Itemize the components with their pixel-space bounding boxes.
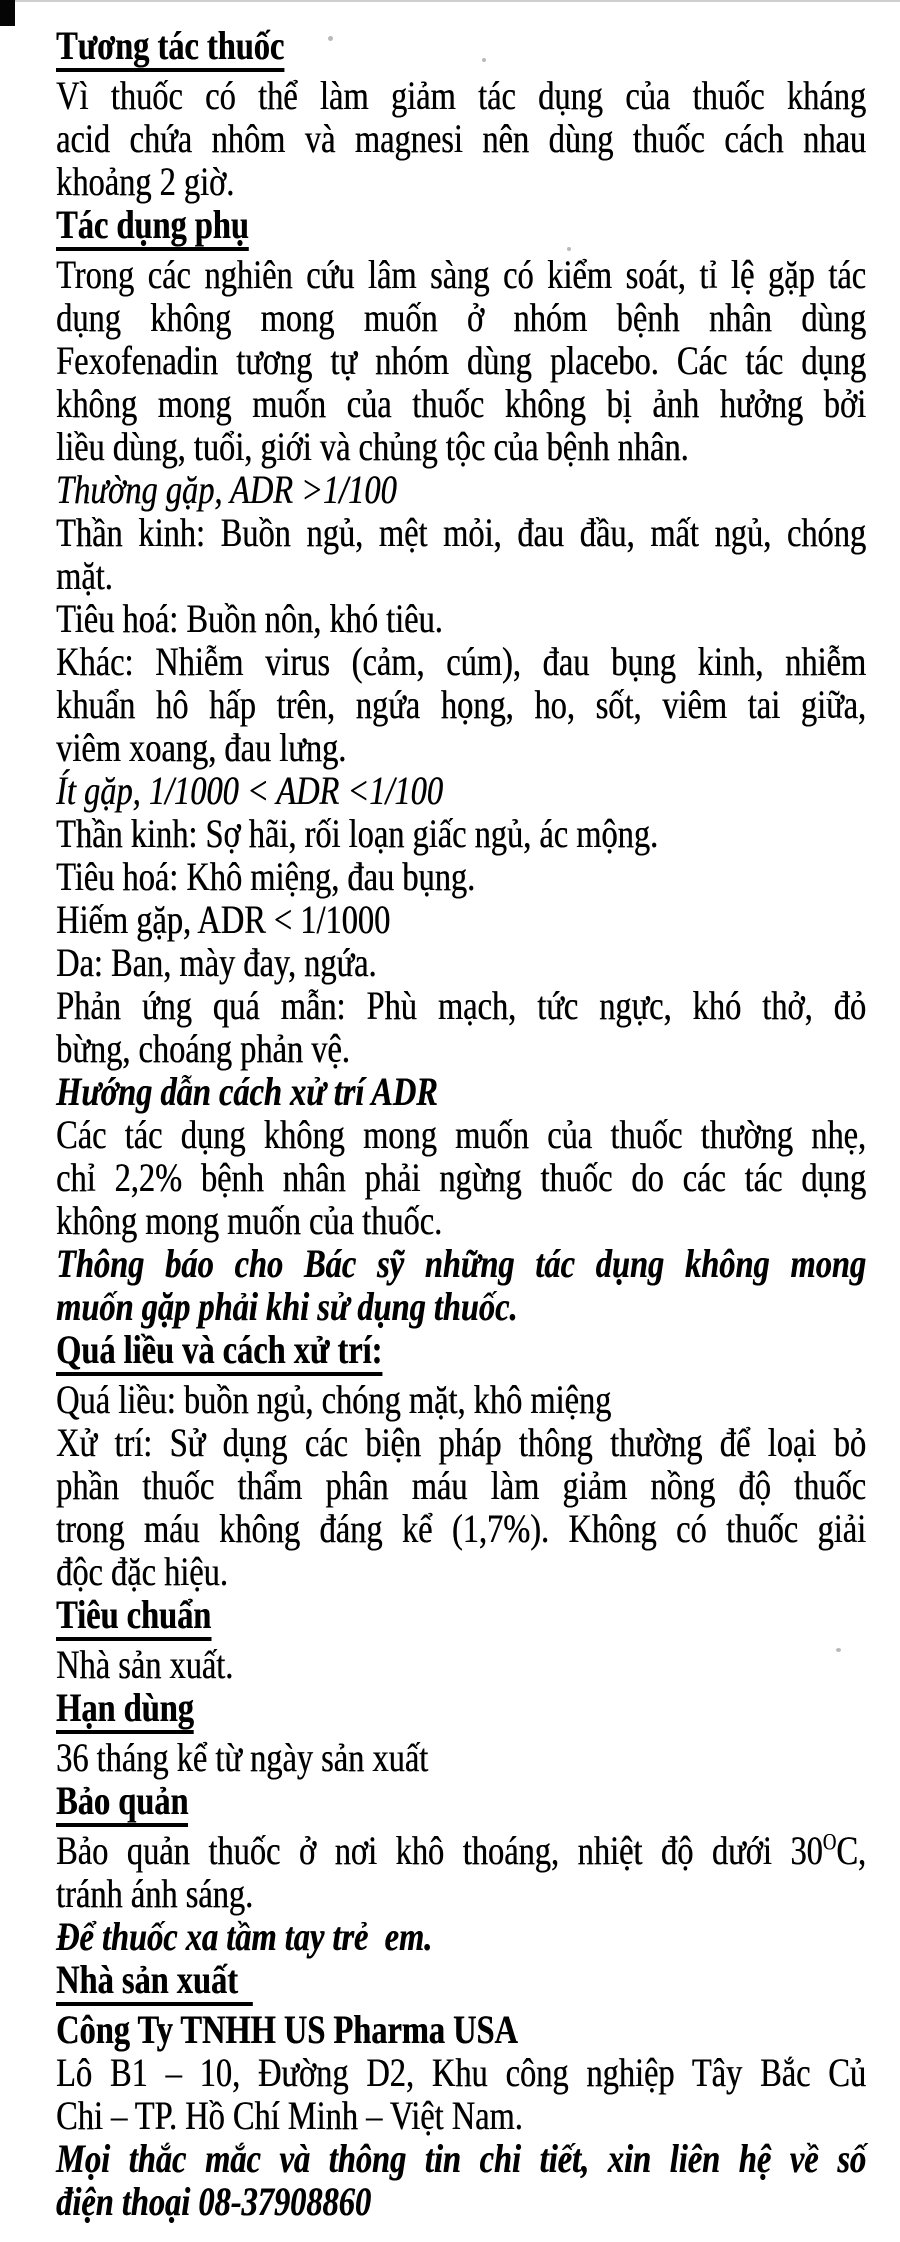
- paragraph-storage: [56, 1829, 866, 1915]
- text-line: điện thoại 08-37908860: [56, 2179, 372, 2224]
- paragraph-rare-hypersensitivity: [56, 984, 866, 1070]
- text-line: khuẩn hô hấp trên, ngứa họng, ho, sốt, viêm tai giữa,: [56, 682, 866, 727]
- heading-storage: [56, 1779, 866, 1827]
- heading-drug-interactions: [56, 24, 866, 72]
- text-line: Xử trí: Sử dụng các biện pháp thông thường để loại bỏ: [56, 1420, 866, 1465]
- heading-shelf-life: [56, 1686, 866, 1734]
- paragraph-adr-management: [56, 1113, 866, 1242]
- text-line: Chi – TP. Hồ Chí Minh – Việt Nam.: [56, 2093, 523, 2138]
- scan-artifact-corner: [0, 0, 15, 26]
- heading-manufacturer-label: Nhà sản xuất: [56, 1958, 252, 2006]
- text-line: trong máu không đáng kể (1,7%). Không có thuốc giải: [56, 1506, 866, 1551]
- text-line: [56, 1829, 866, 1872]
- text-line: Khác: Nhiễm virus (cảm, cúm), đau bụng kinh, nhiễm: [56, 639, 866, 684]
- label-adr-common: Thường gặp, ADR >1/100: [56, 467, 397, 512]
- text-line: tránh ánh sáng.: [56, 1871, 254, 1916]
- text-line: dụng không mong muốn ở nhóm bệnh nhân dùng: [56, 295, 866, 340]
- heading-shelf-life-label: Hạn dùng: [56, 1686, 194, 1734]
- paragraph-shelf-life: 36 tháng kể từ ngày sản xuất: [56, 1735, 429, 1780]
- label-adr-uncommon: Ít gặp, 1/1000 < ADR <1/100: [56, 768, 443, 813]
- text-line: Thông báo cho Bác sỹ những tác dụng không mong: [56, 1241, 866, 1286]
- text-line: muốn gặp phải khi sử dụng thuốc.: [56, 1284, 518, 1329]
- heading-overdose: [56, 1328, 866, 1376]
- heading-drug-interactions-label: Tương tác thuốc: [56, 24, 284, 72]
- text-line: mặt.: [56, 553, 113, 598]
- paragraph-drug-interactions: [56, 74, 866, 203]
- text-line: độc đặc hiệu.: [56, 1549, 228, 1594]
- heading-overdose-label: Quá liều và cách xử trí:: [56, 1328, 382, 1376]
- text-line: Trong các nghiên cứu lâm sàng có kiểm soát, tỉ lệ gặp tác: [56, 252, 866, 297]
- text-line: không mong muốn của thuốc không bị ảnh hưởng bởi: [56, 381, 866, 426]
- text-line: viêm xoang, đau lưng.: [56, 725, 347, 770]
- heading-storage-label: Bảo quản: [56, 1779, 188, 1827]
- heading-manufacturer: [56, 1958, 866, 2006]
- text-line: acid chứa nhôm và magnesi nên dùng thuốc cách nhau: [56, 116, 866, 161]
- text-line: khoảng 2 giờ.: [56, 159, 235, 204]
- label-adr-rare: Hiếm gặp, ADR < 1/1000: [56, 897, 391, 942]
- text-line: Phản ứng quá mẫn: Phù mạch, tức ngực, khó thở, đỏ: [56, 983, 866, 1028]
- paragraph-company-name: Công Ty TNHH US Pharma USA: [56, 2007, 518, 2052]
- text-line: không mong muốn của thuốc.: [56, 1198, 443, 1243]
- paragraph-common-nervous: [56, 511, 866, 597]
- scan-edge-line: [0, 0, 900, 2]
- heading-standard: [56, 1593, 866, 1641]
- leaflet-page: [56, 24, 866, 2223]
- paragraph-common-digestive: Tiêu hoá: Buồn nôn, khó tiêu.: [56, 596, 443, 641]
- paragraph-uncommon-digestive: Tiêu hoá: Khô miệng, đau bụng.: [56, 854, 476, 899]
- paragraph-common-other: [56, 640, 866, 769]
- text-line: Lô B1 – 10, Đường D2, Khu công nghiệp Tây Bắc Củ: [56, 2050, 866, 2095]
- paragraph-overdose-symptoms: Quá liều: buồn ngủ, chóng mặt, khô miệng: [56, 1377, 612, 1422]
- paragraph-uncommon-nervous: Thần kinh: Sợ hãi, rối loạn giấc ngủ, ác mộng.: [56, 811, 659, 856]
- text-line: Fexofenadin tương tự nhóm dùng placebo. Các tác dụng: [56, 338, 866, 383]
- heading-standard-label: Tiêu chuẩn: [56, 1593, 211, 1641]
- text-line: Thần kinh: Buồn ngủ, mệt mỏi, đau đầu, mất ngủ, chóng: [56, 510, 866, 555]
- text-line: liều dùng, tuổi, giới và chủng tộc của bệnh nhân.: [56, 424, 689, 469]
- paragraph-standard: Nhà sản xuất.: [56, 1642, 234, 1687]
- paragraph-doctor-notice: [56, 1242, 866, 1328]
- heading-side-effects-label: Tác dụng phụ: [56, 203, 249, 251]
- storage-text-pre: Bảo quản thuốc ở nơi khô thoáng, nhiệt độ dưới 30: [56, 1828, 823, 1873]
- paragraph-keep-away-children: Để thuốc xa tầm tay trẻ em.: [56, 1914, 433, 1959]
- text-line: Mọi thắc mắc và thông tin chi tiết, xin liên hệ về số: [56, 2136, 866, 2181]
- storage-text-post: C,: [836, 1828, 866, 1873]
- paragraph-rare-skin: Da: Ban, mày đay, ngứa.: [56, 940, 377, 985]
- text-line: phần thuốc thẩm phân máu làm giảm nồng độ thuốc: [56, 1463, 866, 1508]
- paragraph-contact: [56, 2137, 866, 2223]
- storage-degree-superscript: O: [822, 1829, 837, 1856]
- paragraph-overdose-treatment: [56, 1421, 866, 1593]
- paragraph-side-effects-intro: [56, 253, 866, 468]
- label-adr-management: Hướng dẫn cách xử trí ADR: [56, 1069, 438, 1114]
- text-line: Các tác dụng không mong muốn của thuốc thường nhẹ,: [56, 1112, 866, 1157]
- paragraph-company-address: [56, 2051, 866, 2137]
- text-line: chỉ 2,2% bệnh nhân phải ngừng thuốc do các tác dụng: [56, 1155, 866, 1200]
- heading-side-effects: [56, 203, 866, 251]
- text-line: bừng, choáng phản vệ.: [56, 1026, 350, 1071]
- text-line: Vì thuốc có thể làm giảm tác dụng của thuốc kháng: [56, 73, 866, 118]
